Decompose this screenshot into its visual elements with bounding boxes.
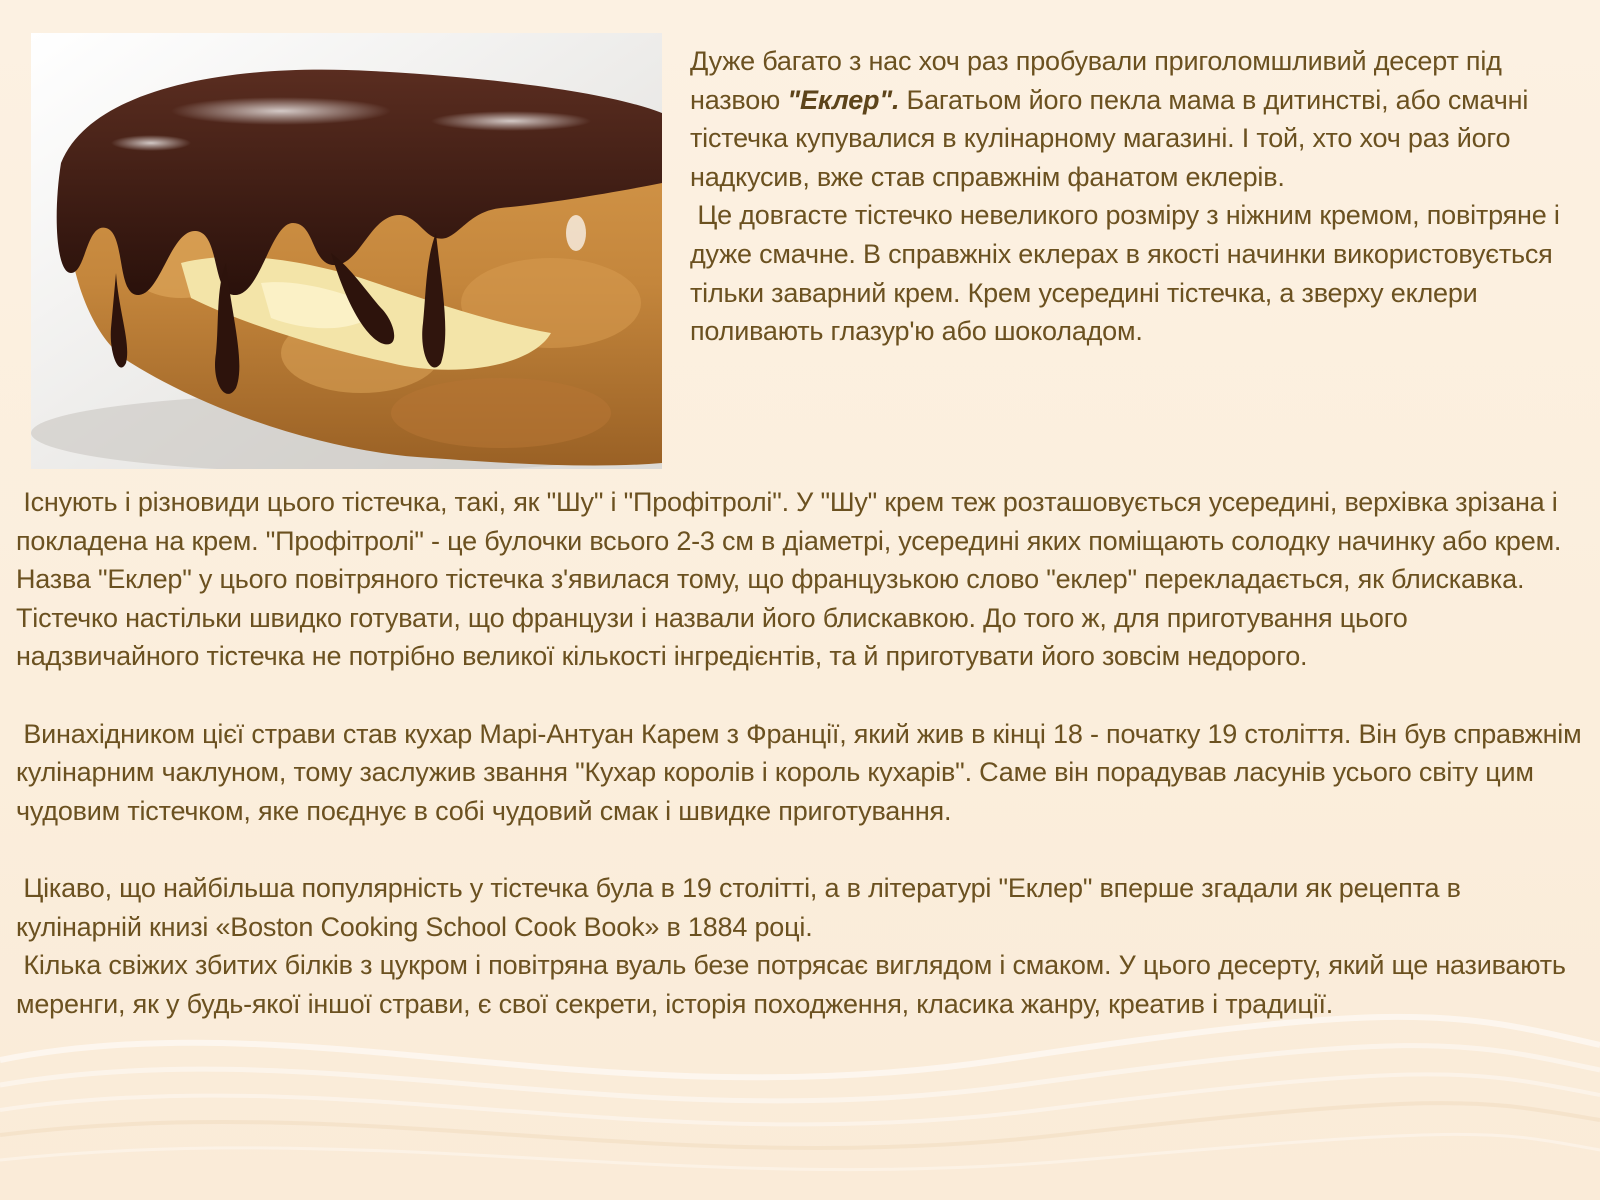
paragraph-spacer	[16, 830, 1591, 869]
intro-paragraph-2: Це довгасте тістечко невеликого розміру з ніжним кремом, повітряне і дуже смачне. В справжніх еклерах в якості начинки використовується тільки заварний крем. Крем усередині тістечка, а зверху еклери поливають глазур'ю або шоколадом.	[690, 200, 1567, 347]
body-text	[16, 483, 1591, 1023]
body-paragraph-meringue: Кілька свіжих збитих білків з цукром і повітряна вуаль безе потрясає виглядом і смаком. У цього десерту, який ще називають меренги, як у будь-якої іншої страви, є свої секрети, історія походження, класика жанру, креатив і традиції.	[16, 950, 1574, 1019]
glaze-shine	[431, 111, 591, 131]
intro-paragraph-1: Дуже багато з нас хоч раз пробували приголомшливий десерт під назвою "Еклер". Багатьом його пекла мама в дитинстві, або смачні тістечка купувалися в кулінарному магазині. І той, хто хоч раз його надкусив, вже став справжнім фанатом еклерів.	[690, 46, 1536, 192]
glaze-shine	[566, 215, 586, 251]
body-paragraph-popularity: Цікаво, що найбільша популярність у тістечка була в 19 столітті, а в літературі "Еклер" вперше згадали як рецепта в кулінарній книзі «Boston Cooking School Cook Book» в 1884 році.	[16, 872, 1469, 942]
eclair-title: "Еклер".	[787, 84, 900, 115]
body-paragraph-varieties: Існують і різновиди цього тістечка, такі, як "Шу" і "Профітролі". У "Шу" крем теж розташовується усередині, верхівка зрізана і покладена на крем. "Профітролі" - це булочки всього 2-3 см в діаметрі, усередині яких поміщають солодку начинку або крем.	[16, 487, 1565, 556]
wave-line	[0, 1046, 1600, 1101]
eclair-photo	[31, 33, 662, 469]
paragraph-spacer	[16, 676, 1591, 715]
glaze-shine	[171, 97, 391, 125]
pastry-bump	[391, 378, 611, 448]
body-paragraph-name-origin: Назва "Еклер" у цього повітряного тістечка з'явилася тому, що французькою слово "еклер" перекладається, як блискавка. Тістечко настільки швидко готувати, що французи і назвали його блискавкою. До того ж, для приготування цього надзвичайного тістечка не потрібно великої кількості інгредієнтів, та й приготувати його зовсім недорого.	[16, 564, 1532, 672]
wave-line	[0, 1134, 1600, 1169]
intro-text	[690, 42, 1580, 351]
body-paragraph-inventor: Винахідником цієї страви став кухар Марі-Антуан Карем з Франції, який жив в кінці 18 - початку 19 століття. Він був справжнім кулінарним чаклуном, тому заслужив звання "Кухар королів і король кухарів". Саме він порадував ласунів усього світу цим чудовим тістечком, яке поєднує в собі чудовий смак і швидке приготування.	[16, 718, 1589, 826]
glaze-shine	[111, 135, 191, 151]
